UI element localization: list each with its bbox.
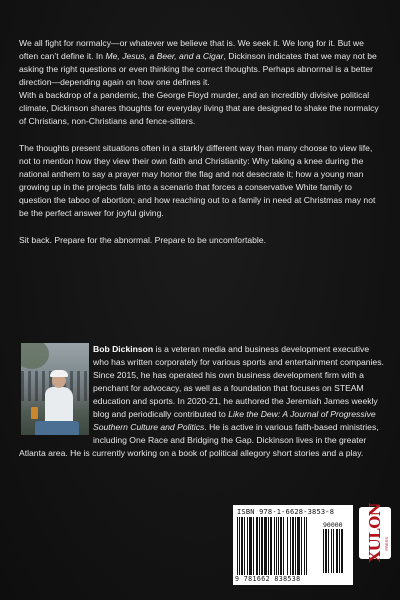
description-paragraph-3: The thoughts present situations often in a starkly different way than many choose to view life, not to mention how they view their own faith and Christianity: Why taking a knee during the national anthem to say a prayer may honor the flag and not desecrate it; how a young man growing up in the projects falls into a scenario that forces a conservative White family to question the taboo of abortion; and how reaching out to a family in need at Christmas may not be the perfect answer for joyful giving. <box>19 143 376 218</box>
photo-person-cap <box>50 370 68 377</box>
publisher-logo-text: XULON <box>366 503 384 563</box>
p1-text-after: , Dickinson indicates that we may not be asking the right questions or even thinking the correct thoughts. Perhaps abnormal is a better direction—depending again on how one defines it. <box>19 51 377 87</box>
ean-number: 9 781662 838538 <box>235 575 301 583</box>
author-name: Bob Dickinson <box>93 344 154 354</box>
publisher-logo <box>359 503 391 563</box>
description-paragraph-2: With a backdrop of a pandemic, the George Floyd murder, and an incredibly divisive political climate, Dickinson shares thoughts for everyday living that are designed to shake the normalcy of Christians, non-Christians and fence-sitters. <box>19 90 379 126</box>
journal-title: Like the Dew: A Journal of Progressive Southern Culture and Politics <box>93 409 376 432</box>
barcode-stripe <box>307 517 308 575</box>
bio-text-2: . He is active in various faith-based ministries, including One Race and Bridging the Gap. Dickinson lives in the greater Atlanta area. He is currently working on a book of political allegory short stories and a play. <box>19 422 379 458</box>
paragraph-spacer <box>19 220 384 234</box>
description-tagline: Sit back. Prepare for the abnormal. Prepare to be uncomfortable. <box>19 235 266 245</box>
publisher-logo-mark <box>359 503 391 563</box>
photo-person-legs <box>35 421 79 435</box>
photo-tree <box>21 343 49 369</box>
price-code: 90000 <box>323 521 343 529</box>
isbn-barcode <box>233 505 353 585</box>
book-title-italic: Me, Jesus, a Beer, and a Cigar <box>105 51 224 61</box>
isbn-number: ISBN 978-1-6628-3853-8 <box>237 508 335 516</box>
description-paragraph-1 <box>19 37 384 89</box>
author-photo <box>21 343 89 435</box>
p1-text-before: We all fight for normalcy—or whatever we believe that is. We seek it. We long for it. But we often can’t define it. In <box>19 38 364 61</box>
barcode-bars <box>237 517 321 575</box>
price-barcode-bars <box>323 529 349 573</box>
book-description <box>19 37 384 247</box>
publisher-logo-sub: PRESS <box>384 537 389 551</box>
barcode-stripe <box>343 529 344 573</box>
bio-text-1: is a veteran media and business development executive who has written corporately for various sports and entertainment companies. Since 2015, he has operated his own business development firm with a penchant for advocacy, as well as a foundation that focuses on STEAM education and sports. In 2020-21, he authored the Jeremiah James weekly blog and periodically contributed to <box>93 344 384 419</box>
photo-beer-glass <box>31 407 38 419</box>
paragraph-spacer <box>19 128 384 142</box>
